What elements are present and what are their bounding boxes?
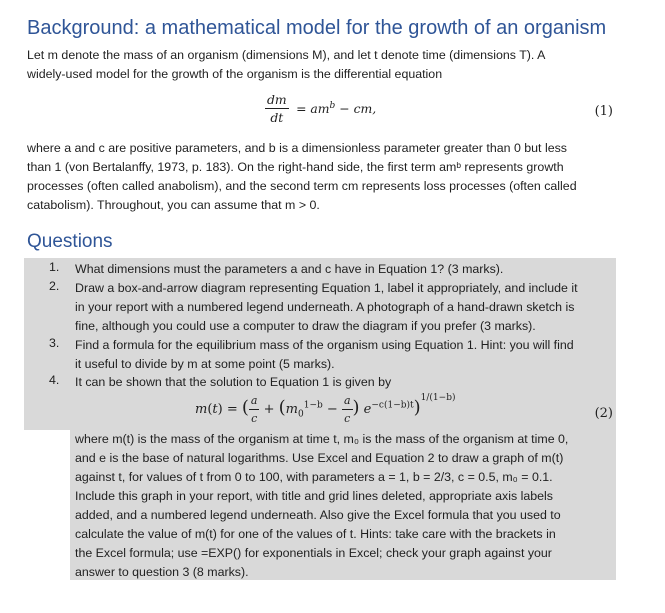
- question-3-line: Find a formula for the equilibrium mass of the organism using Equation 1. Hint: you will find: [75, 338, 574, 352]
- questions-heading: Questions: [27, 231, 113, 252]
- question-2-line: fine, although you could use a computer to draw the diagram if you prefer (3 marks).: [75, 319, 536, 333]
- equation-2-number: (2): [594, 406, 613, 421]
- explanation-line-1: where a and c are positive parameters, and b is a dimensionless parameter greater than 0 but less: [27, 141, 567, 155]
- question-2-number: 2.: [49, 279, 60, 293]
- equation-1: $\frac{dm}{dt}$ = $am^b$ − cm,: [267, 92, 377, 125]
- background-heading: Background: a mathematical model for the growth of an organism: [27, 17, 607, 39]
- question-1-number: 1.: [49, 260, 60, 274]
- explanation-line-3: processes (often called anabolism), and the second term cm represents loss processes (often called: [27, 179, 577, 193]
- question-3-number: 3.: [49, 336, 60, 350]
- equation-1-number: (1): [594, 104, 613, 119]
- equation-2: m(t) = ( $\frac{a}{c}$ + ($m_0^{1-b}$ − $\frac{a}{c}$ ) $e^{-c(1-b)t})^{1/(1-b)}$: [195, 392, 456, 425]
- question-4-line: answer to question 3 (8 marks).: [75, 565, 249, 579]
- intro-line-2: widely-used model for the growth of the organism is the differential equation: [27, 67, 443, 81]
- question-4-line: Include this graph in your report, with title and grid lines deleted, appropriate axis labels: [75, 489, 554, 503]
- explanation-paragraph: [27, 139, 642, 215]
- question-1-text: What dimensions must the parameters a and c have in Equation 1? (3 marks).: [75, 262, 504, 276]
- dm-dt-fraction: $\frac{dm}{dt}$: [267, 92, 287, 125]
- question-4-line: the Excel formula; use =EXP() for exponentials in Excel; check your graph against your: [75, 546, 552, 560]
- question-3-text: [75, 336, 615, 374]
- question-4-line: and e is the base of natural logarithms. Use Excel and Equation 2 to draw a graph of m(t): [75, 451, 564, 465]
- intro-paragraph: [27, 46, 627, 84]
- question-4-line: added, and a numbered legend underneath. Also give the Excel formula that you used to: [75, 508, 561, 522]
- explanation-line-4: catabolism). Throughout, you can assume that m > 0.: [27, 198, 320, 212]
- question-3-line: it useful to divide by m at some point (5 marks).: [75, 357, 335, 371]
- question-4-line: where m(t) is the mass of the organism at time t, m₀ is the mass of the organism at time 0,: [75, 432, 569, 446]
- question-4-line: against t, for values of t from 0 to 100, with parameters a = 1, b = 2/3, c = 0.5, m₀ = 0.1.: [75, 470, 553, 484]
- question-4-text: [75, 430, 620, 582]
- question-2-line: Draw a box-and-arrow diagram representing Equation 1, label it appropriately, and include it: [75, 281, 578, 295]
- question-4-number: 4.: [49, 373, 60, 387]
- intro-line-1: Let m denote the mass of an organism (dimensions M), and let t denote time (dimensions T). A: [27, 48, 546, 62]
- question-4-intro: It can be shown that the solution to Equation 1 is given by: [75, 375, 392, 389]
- question-4-line: calculate the value of m(t) for one of the values of t. Hints: take care with the brackets in: [75, 527, 556, 541]
- explanation-line-2: than 1 (von Bertalanffy, 1973, p. 183). On the right-hand side, the first term amᵇ represents growth: [27, 160, 564, 174]
- question-2-text: [75, 279, 615, 336]
- question-2-line: in your report with a numbered legend underneath. A photograph of a hand-drawn sketch is: [75, 300, 575, 314]
